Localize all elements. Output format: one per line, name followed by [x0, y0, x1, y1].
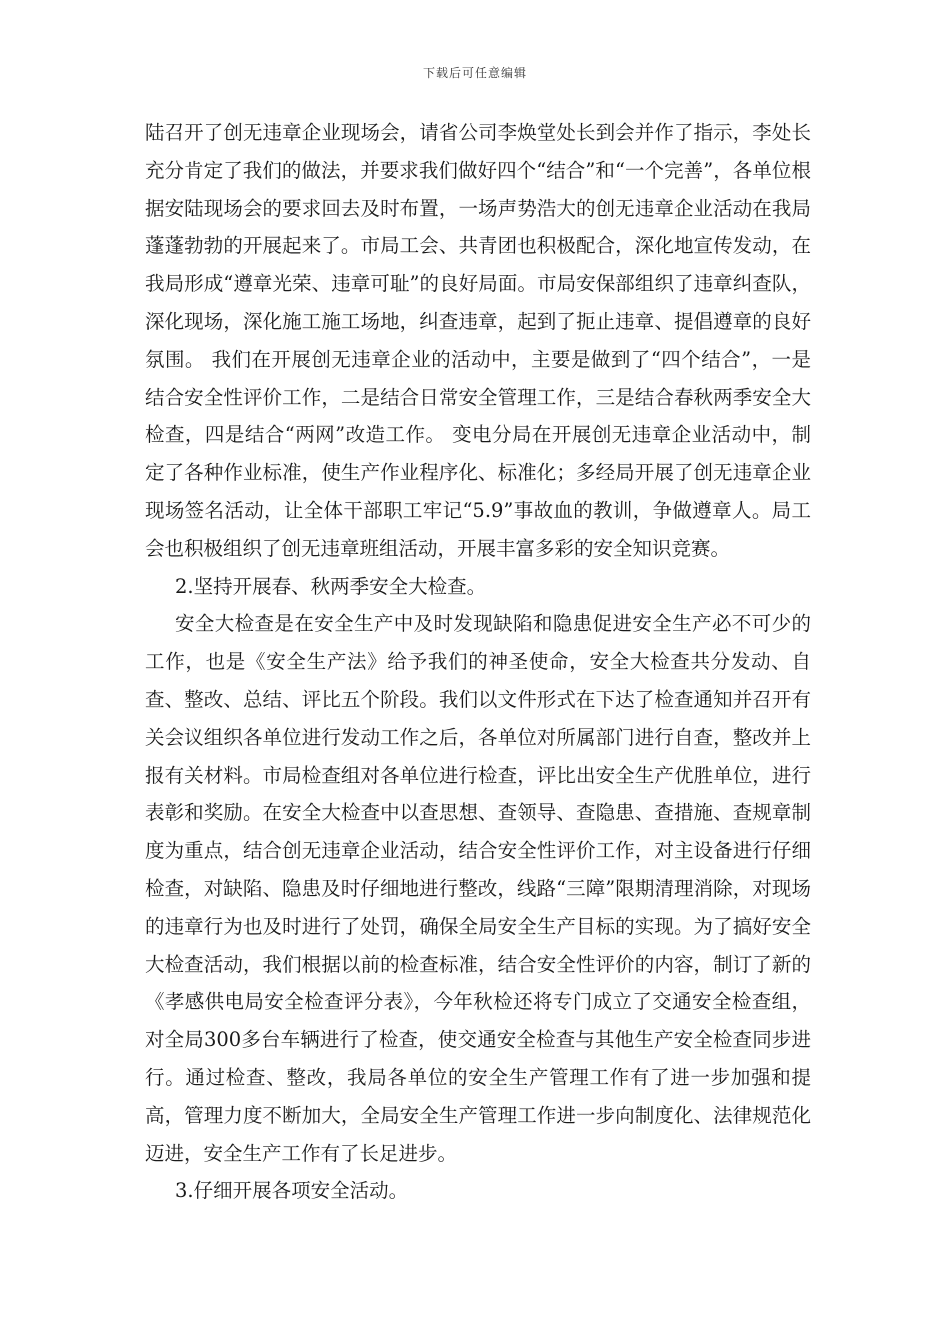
section-heading-seasonal-inspection: 2.坚持开展春、秋两季安全大检查。: [175, 574, 487, 598]
paragraph-campaign-summary: 陆召开了创无违章企业现场会，请省公司李焕堂处长到会并作了指示，李处长充分肯定了我们的做法，并要求我们做好四个“结合”和“一个完善”，各单位根据安陆现场会的要求回去及时布置，一场声势浩大的创无违章企业活动在我局蓬蓬勃勃的开展起来了。市局工会、共青团也积极配合，深化地宣传发动，在我局形成“遵章光荣、违章可耻”的良好局面。市局安保部组织了违章纠查队，深化现场，深化施工施工场地，纠查违章，起到了扼止违章、提倡遵章的良好氛围。 我们在开展创无违章企业的活动中，主要是做到了“四个结合”，一是结合安全性评价工作，二是结合日常安全管理工作，三是结合春秋两季安全大检查，四是结合“两网”改造工作。 变电分局在开展创无违章企业活动中，制定了各种作业标准，使生产作业程序化、标准化；多经局开展了创无违章企业现场签名活动，让全体干部职工牢记“5.9”事故血的教训，争做遵章人。局工会也积极组织了创无违章班组活动，开展丰富多彩的安全知识竞赛。: [145, 121, 811, 560]
document-body: [145, 114, 811, 1210]
page-header-note: 下载后可任意编辑: [422, 66, 527, 80]
section-heading-safety-activities: 3.仔细开展各项安全活动。: [175, 1179, 409, 1203]
paragraph-inspection-details: 安全大检查是在安全生产中及时发现缺陷和隐患促进安全生产必不可少的工作，也是《安全生产法》给予我们的神圣使命，安全大检查共分发动、自查、整改、总结、评比五个阶段。我们以文件形式在下达了检查通知并召开有关会议组织各单位进行发动工作之后，各单位对所属部门进行自查，整改并上报有关材料。市局检查组对各单位进行检查，评比出安全生产优胜单位，进行表彰和奖励。在安全大检查中以查思想、查领导、查隐患、查措施、查规章制度为重点，结合创无违章企业活动，结合安全性评价工作，对主设备进行仔细检查，对缺陷、隐患及时仔细地进行整改，线路“三障”限期清理消除，对现场的违章行为也及时进行了处罚，确保全局安全生产目标的实现。为了搞好安全大检查活动，我们根据以前的检查标准，结合安全性评价的内容，制订了新的《孝感供电局安全检查评分表》，今年秋检还将专门成立了交通安全检查组，对全局300多台车辆进行了检查，使交通安全检查与其他生产安全检查同步进行。通过检查、整改，我局各单位的安全生产管理工作有了进一步加强和提高，管理力度不断加大，全局安全生产管理工作进一步向制度化、法律规范化迈进，安全生产工作有了长足进步。: [145, 612, 811, 1165]
